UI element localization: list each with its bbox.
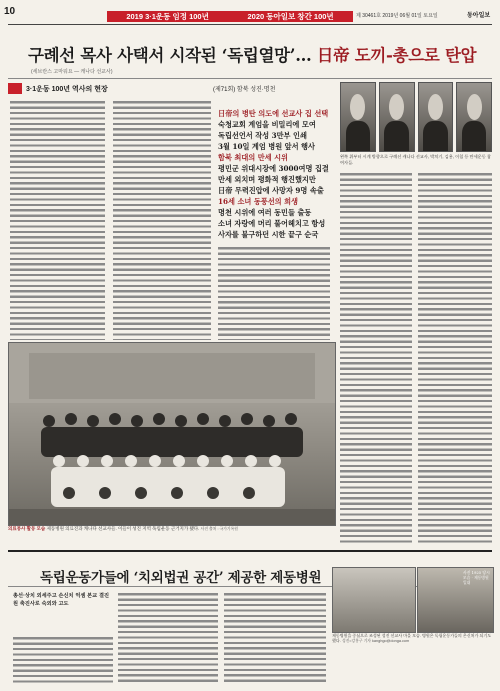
pull-quote-line: 16세 소녀 동풍선의 희생 bbox=[218, 197, 298, 206]
portrait-strip bbox=[340, 82, 492, 152]
portrait-photo bbox=[379, 82, 415, 152]
headline-part1: 구례선 목사 사택서 시작된 ‘독립열망’… bbox=[28, 46, 317, 65]
section-divider bbox=[8, 550, 492, 552]
caption-text: 제동병원 의료진과 캐나다 선교사들. 이들이 성진 지역 독립운동 근거지가 됐다. bbox=[46, 526, 200, 531]
pull-quote-line: 日帝의 병탄 의도에 선교사 집 선택 bbox=[218, 109, 329, 118]
pull-quote-line: 함북 최대의 만세 시위 bbox=[218, 153, 288, 162]
anniversary-banner bbox=[107, 11, 353, 22]
bottom-column-2 bbox=[224, 592, 326, 684]
pull-quote-line: 3월 10일 계엄 병원 앞서 행사 bbox=[218, 142, 315, 151]
pull-quote-line: 소녀 자랑에 머리 풀어헤치고 항성 bbox=[218, 219, 326, 228]
headline-part2: 日帝 도끼-총으로 탄압 bbox=[316, 46, 477, 65]
portrait-caption: 왼쪽 위부터 시계 방향으로 구례선 캐나다 선교사, 박치기, 김용, 이철 등 만세운동 참여자들. bbox=[340, 154, 491, 165]
author-credit: 성진=강홍구 기자 kanghgo@donga.com bbox=[341, 639, 410, 644]
headline-byline: (세브란스 고마워요 — 캐나다 선교사) bbox=[31, 69, 113, 75]
main-headline bbox=[28, 42, 476, 66]
portrait-photo bbox=[456, 82, 492, 152]
header-rule bbox=[8, 24, 492, 25]
group-photo-figures bbox=[9, 343, 335, 525]
pull-quote bbox=[218, 108, 328, 240]
portrait-photo bbox=[340, 82, 376, 152]
bottom-photo-village bbox=[417, 567, 494, 633]
series-marker-icon bbox=[8, 83, 22, 94]
bottom-headline: 독립운동가들에 ‘치외법권 공간’ 제공한 제동병원 bbox=[40, 570, 322, 586]
photo-tag: 사진 1925 당시 모습 · 제동병원 일대 bbox=[463, 570, 490, 585]
headline-rule bbox=[8, 78, 492, 79]
banner-right: 2020 동아일보 창간 100년 bbox=[247, 12, 334, 21]
pull-quote-line: 日帝 무력진압에 사망자 9명 속출 bbox=[218, 186, 324, 195]
pull-quote-line: 명천 시위에 여러 동민들 출동 bbox=[218, 208, 312, 217]
series-subtitle: (제71회) 함북 성진·명천 bbox=[213, 87, 276, 93]
article-column-4 bbox=[340, 172, 412, 544]
banner-left: 2019 3·1운동 임정 100년 bbox=[126, 12, 209, 21]
caption-lead: 의료봉사 활동 모습 bbox=[8, 526, 46, 531]
photo-credit: 사진 출처 : 국가기록원 bbox=[200, 527, 238, 531]
group-photo bbox=[8, 342, 336, 526]
bottom-column-1 bbox=[118, 592, 218, 684]
article-column-5 bbox=[418, 172, 492, 544]
article-column-2 bbox=[113, 100, 211, 340]
pull-quote-line: 평민군 위대시장에 3000여명 집결 bbox=[218, 164, 329, 173]
pull-quote-line: 독립선언서 작성 3만부 인쇄 bbox=[218, 131, 307, 140]
bottom-subheadline: 총선·상치 외세주고 손신치 억셈 본교 결진원 축진사로 숙외와 고도 bbox=[13, 593, 110, 607]
portrait-photo bbox=[418, 82, 454, 152]
article-column-3 bbox=[218, 246, 330, 340]
bottom-caption-text: 제동병원을 중심으로 조성된 성진 선교사 마을 모습. 병원은 독립운동가들의 은신처가 되기도 했다. bbox=[332, 633, 492, 644]
bottom-column-0 bbox=[13, 636, 113, 684]
bottom-photo-caption bbox=[332, 633, 492, 645]
article-column-1 bbox=[10, 100, 105, 340]
newspaper-name: 동아일보 bbox=[467, 13, 491, 19]
pull-quote-line: 숙청교회 계엄을 비밀리에 모여 bbox=[218, 120, 316, 129]
pull-quote-line: 만세 외치며 평화적 행진했지만 bbox=[218, 175, 316, 184]
issue-info: 제 30461호 2019년 06월 01일 토요일 bbox=[356, 13, 438, 19]
page-number: 10 bbox=[4, 6, 16, 17]
series-title: 3·1운동 100년 역사의 현장 bbox=[26, 86, 108, 93]
pull-quote-line: 사자를 불구하던 시한 끝구 순국 bbox=[218, 230, 319, 239]
bottom-photo-hospital bbox=[332, 567, 416, 633]
group-photo-caption bbox=[8, 526, 334, 532]
